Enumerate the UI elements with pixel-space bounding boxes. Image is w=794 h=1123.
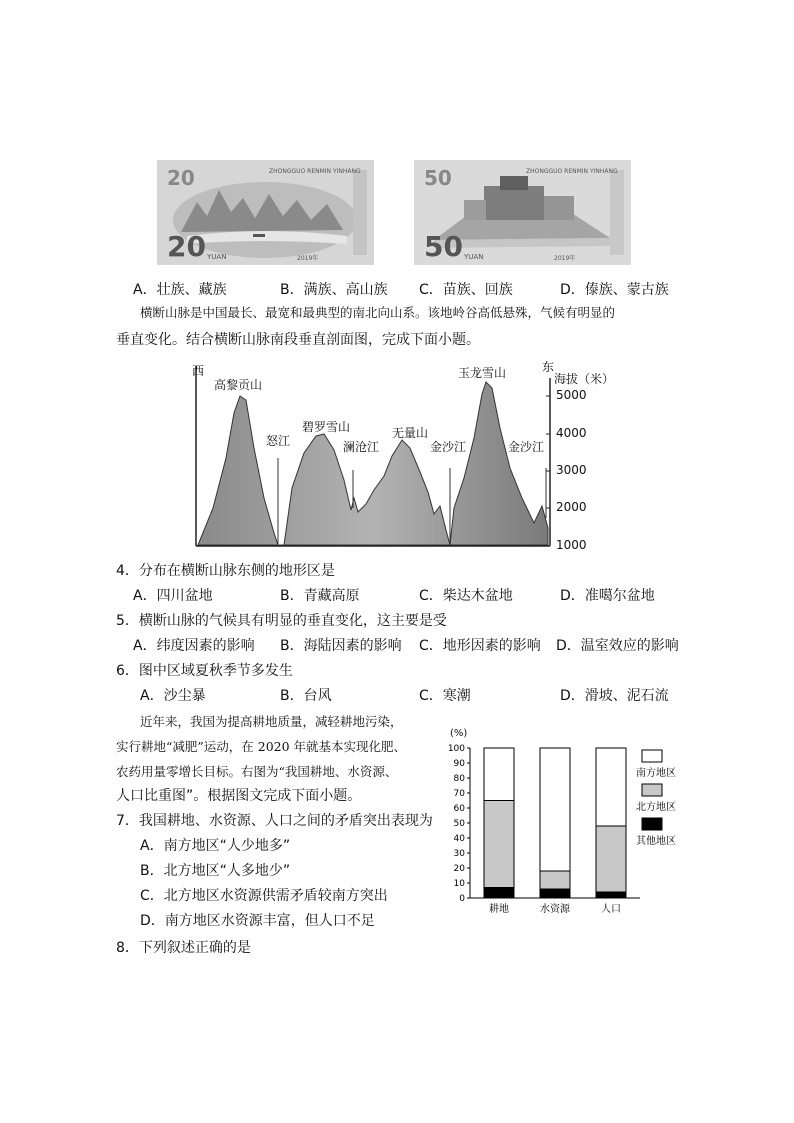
q5-option-d: D．温室效应的影响	[556, 638, 679, 654]
label-jinsha-river-2: 金沙江	[508, 440, 545, 454]
q7-option-d: D．南方地区水资源丰富，但人口不足	[140, 913, 375, 929]
q6-stem: 6．图中区域夏秋季节多发生	[116, 663, 293, 679]
profile-elevation-title: 海拔（米）	[554, 372, 615, 386]
label-wuliang-mountain: 无量山	[392, 426, 429, 440]
chart-y-tick-label: 20	[453, 864, 465, 874]
chart-bar-segment	[484, 888, 514, 899]
label-biluo-mountain: 碧罗雪山	[302, 420, 351, 434]
chart-legend-label: 南方地区	[636, 768, 676, 779]
chart-y-tick-label: 50	[453, 819, 465, 829]
banknote-20-denomination-top: 20	[167, 166, 195, 190]
banknote-50-bank-name: ZHONGGUO RENMIN YINHANG	[526, 168, 618, 175]
q5-option-c: C．地形因素的影响	[419, 638, 541, 654]
banknote-20-unit: YUAN	[207, 253, 227, 261]
label-jinsha-river-1: 金沙江	[430, 440, 467, 454]
chart-bar-segment	[484, 801, 514, 888]
profile-tick-4000: 4000	[556, 426, 587, 440]
chart-bar-segment	[596, 826, 626, 892]
q6-option-c: C．寒潮	[419, 688, 471, 704]
chart-y-tick-label: 10	[453, 879, 465, 889]
label-nujiang-river: 怒江	[266, 434, 291, 448]
chart-y-tick-label: 90	[453, 759, 465, 769]
q4-option-c: C．柴达木盆地	[419, 588, 513, 604]
chart-bar-segment	[596, 748, 626, 826]
chart-bar-segment	[540, 748, 570, 871]
banknote-50-denomination-top: 50	[424, 166, 452, 190]
chart-category-label: 耕地	[489, 904, 509, 915]
stacked-bar-chart	[440, 728, 690, 920]
intro2-line-1: 近年来，我国为提高耕地质量，减轻耕地污染，	[140, 714, 403, 729]
q4-stem: 4．分布在横断山脉东侧的地形区是	[116, 563, 335, 579]
q7-option-c: C．北方地区水资源供需矛盾较南方突出	[140, 888, 388, 904]
label-lancang-river: 澜沧江	[343, 440, 380, 454]
profile-east-label: 东	[542, 360, 555, 374]
chart-legend-label: 北方地区	[636, 802, 676, 813]
banknote-20-image	[157, 160, 374, 265]
q6-option-b: B．台风	[280, 688, 332, 704]
banknote-20-denomination-bottom: 20	[167, 230, 206, 263]
banknote-50-image	[414, 160, 631, 265]
chart-legend-swatch	[642, 784, 662, 796]
chart-y-tick-label: 80	[453, 774, 465, 784]
banknote-50-denomination-bottom: 50	[424, 230, 463, 263]
chart-category-label: 水资源	[540, 904, 570, 915]
q4-option-d: D．准噶尔盆地	[560, 588, 655, 604]
intro2-line-3: 农药用量零增长目标。右图为“我国耕地、水资源、	[116, 764, 398, 779]
chart-bar-segment	[596, 892, 626, 898]
label-yulong-mountain: 玉龙雪山	[458, 366, 507, 380]
q6-option-d: D．滑坡、泥石流	[560, 688, 669, 704]
chart-category-label: 人口	[601, 904, 621, 915]
q3-option-b: B．满族、高山族	[280, 282, 388, 298]
q7-option-b: B．北方地区“人多地少”	[140, 863, 291, 879]
q5-option-b: B．海陆因素的影响	[280, 638, 402, 654]
profile-tick-2000: 2000	[556, 500, 587, 514]
q5-stem: 5．横断山脉的气候具有明显的垂直变化，这主要是受	[116, 613, 447, 629]
banknote-50-unit: YUAN	[464, 253, 484, 261]
q3-option-c: C．苗族、回族	[419, 282, 513, 298]
intro-line-1: 横断山脉是中国最长、最宽和最典型的南北向山系。该地岭谷高低悬殊，气候有明显的	[140, 305, 616, 320]
chart-y-tick-label: 40	[453, 834, 465, 844]
label-gaoligong-mountain: 高黎贡山	[214, 378, 263, 392]
q4-option-a: A．四川盆地	[133, 588, 213, 604]
chart-y-tick-label: 70	[453, 789, 465, 799]
chart-y-tick-label: 100	[447, 744, 465, 754]
chart-svg	[440, 728, 690, 920]
chart-y-unit: (%)	[450, 728, 468, 739]
q5-option-a: A．纬度因素的影响	[133, 638, 255, 654]
q7-stem: 7．我国耕地、水资源、人口之间的矛盾突出表现为	[116, 813, 433, 829]
chart-bar-segment	[540, 871, 570, 889]
profile-tick-5000: 5000	[556, 388, 587, 402]
intro2-line-2: 实行耕地“减肥”运动，在 2020 年就基本实现化肥、	[116, 739, 407, 754]
chart-bar-segment	[484, 748, 514, 801]
chart-y-tick-label: 60	[453, 804, 465, 814]
q8-stem: 8．下列叙述正确的是	[116, 940, 251, 956]
banknote-20-year: 2019年	[297, 255, 319, 262]
profile-tick-1000: 1000	[556, 538, 587, 552]
terrain-profile-diagram	[188, 358, 615, 554]
q7-option-a: A．南方地区“人少地多”	[140, 838, 291, 854]
intro-line-2: 垂直变化。结合横断山脉南段垂直剖面图，完成下面小题。	[116, 332, 480, 348]
chart-y-tick-label: 30	[453, 849, 465, 859]
profile-west-label: 西	[192, 364, 205, 378]
q3-option-a: A．壮族、藏族	[133, 282, 227, 298]
banknote-20-bank-name: ZHONGGUO RENMIN YINHANG	[269, 168, 361, 175]
chart-y-tick-label: 0	[459, 894, 465, 904]
q4-option-b: B．青藏高原	[280, 588, 360, 604]
chart-legend-swatch	[642, 750, 662, 762]
q6-option-a: A．沙尘暴	[140, 688, 206, 704]
chart-bar-segment	[540, 889, 570, 898]
chart-legend-swatch	[642, 818, 662, 830]
intro2-line-4: 人口比重图”。根据图文完成下面小题。	[116, 788, 362, 804]
q3-option-d: D．傣族、蒙古族	[560, 282, 669, 298]
chart-legend-label: 其他地区	[636, 836, 676, 847]
banknote-50-year: 2019年	[554, 255, 576, 262]
profile-tick-3000: 3000	[556, 463, 587, 477]
